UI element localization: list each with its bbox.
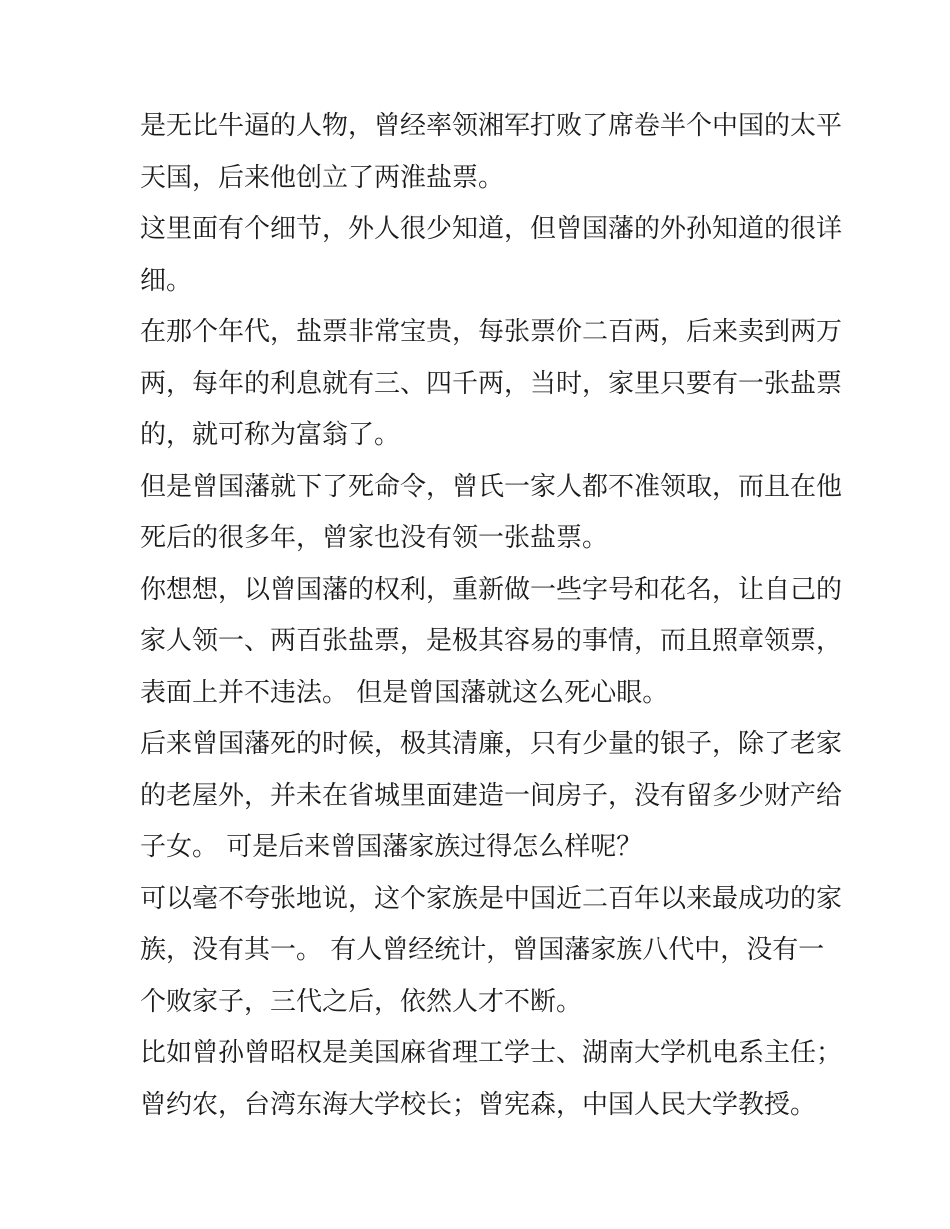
text-line: 死后的很多年，曾家也没有领一张盐票。 bbox=[140, 523, 609, 553]
text-line: 天国，后来他创立了两淮盐票。 bbox=[140, 162, 505, 193]
text-line: 细。 bbox=[140, 265, 193, 296]
text-line: 在那个年代，盐票非常宝贵，每张票价二百两，后来卖到两万 bbox=[140, 317, 843, 347]
text-line: 你想想，以曾国藩的权利，重新做一些字号和花名，让自己的 bbox=[140, 574, 843, 605]
text-line: 的，就可称为富翁了。 bbox=[140, 420, 401, 450]
text-line: 后来曾国藩死的时候，极其清廉，只有少量的银子，除了老家 bbox=[140, 729, 843, 759]
text-line: 家人领一、两百张盐票，是极其容易的事情，而且照章领票， bbox=[140, 626, 843, 656]
text-line: 但是曾国藩就下了死命令，曾氏一家人都不准领取，而且在他 bbox=[140, 471, 843, 502]
text-line: 这里面有个细节，外人很少知道，但曾国藩的外孙知道的很详 bbox=[140, 214, 843, 244]
text-line: 的老屋外，并未在省城里面建造一间房子，没有留多少财产给 bbox=[140, 780, 843, 811]
text-line: 个败家子，三代之后，依然人才不断。 bbox=[140, 986, 583, 1017]
text-line: 子女。 可是后来曾国藩家族过得怎么样呢？ bbox=[140, 832, 643, 862]
text-line: 族，没有其一。 有人曾经统计，曾国藩家族八代中，没有一 bbox=[140, 935, 825, 965]
text-line: 表面上并不违法。 但是曾国藩就这么死心眼。 bbox=[140, 677, 669, 708]
text-line: 是无比牛逼的人物，曾经率领湘军打败了席卷半个中国的太平 bbox=[140, 111, 843, 141]
text-line: 曾约农，台湾东海大学校长；曾宪森，中国人民大学教授。 bbox=[140, 1089, 817, 1120]
text-line: 可以毫不夸张地说，这个家族是中国近二百年以来最成功的家 bbox=[140, 883, 843, 914]
body-text bbox=[140, 101, 843, 1131]
text-line: 两，每年的利息就有三、四千两，当时，家里只要有一张盐票 bbox=[140, 368, 843, 399]
text-line: 比如曾孙曾昭权是美国麻省理工学士、湖南大学机电系主任； bbox=[140, 1038, 843, 1068]
